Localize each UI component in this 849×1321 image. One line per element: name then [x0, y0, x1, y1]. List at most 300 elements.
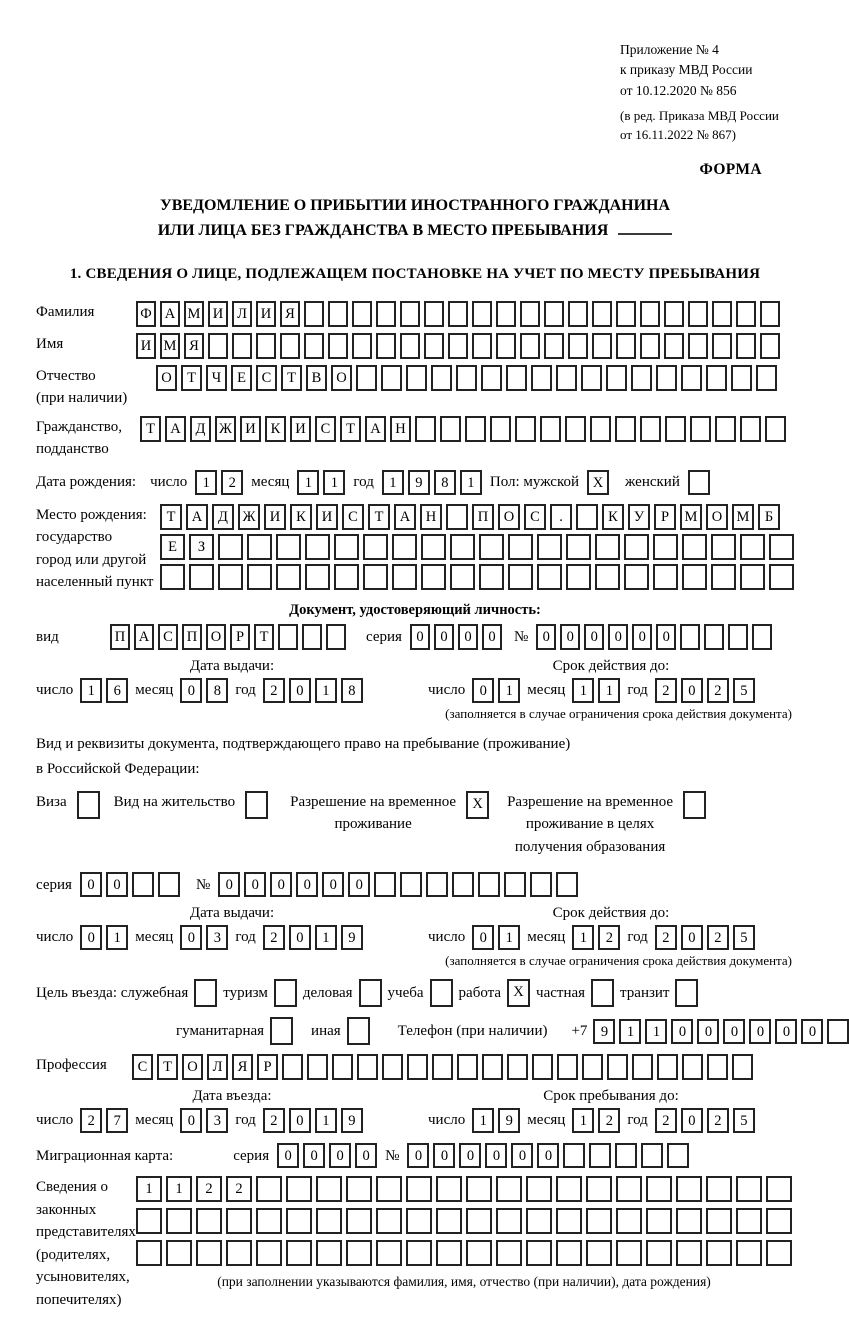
form-cell[interactable]: 0 — [560, 624, 580, 650]
form-cell[interactable]: Н — [420, 504, 442, 530]
form-cell[interactable] — [448, 301, 468, 327]
form-cell[interactable]: 0 — [244, 872, 266, 897]
form-cell[interactable]: О — [498, 504, 520, 530]
form-cell[interactable]: Н — [390, 416, 411, 442]
form-cell[interactable]: 1 — [106, 925, 128, 950]
form-cell[interactable] — [675, 979, 698, 1007]
purpose-sluzhebnaya-checkbox[interactable] — [194, 979, 217, 1007]
form-cell[interactable] — [615, 1143, 637, 1168]
form-cell[interactable]: X — [587, 470, 609, 495]
form-cell[interactable] — [680, 624, 700, 650]
form-cell[interactable] — [586, 1208, 612, 1234]
purpose-business-checkbox[interactable] — [359, 979, 382, 1007]
form-cell[interactable] — [736, 333, 756, 359]
form-cell[interactable] — [158, 872, 180, 897]
doc-valid-year-cells[interactable] — [655, 678, 755, 703]
form-cell[interactable]: П — [182, 624, 202, 650]
form-cell[interactable] — [448, 333, 468, 359]
form-cell[interactable] — [520, 333, 540, 359]
purpose-study-checkbox[interactable] — [430, 979, 453, 1007]
form-cell[interactable] — [376, 1208, 402, 1234]
form-cell[interactable] — [256, 1240, 282, 1266]
form-cell[interactable] — [740, 564, 765, 590]
form-cell[interactable] — [302, 624, 322, 650]
form-cell[interactable]: 5 — [733, 678, 755, 703]
form-cell[interactable] — [334, 564, 359, 590]
form-cell[interactable]: 0 — [472, 678, 494, 703]
form-cell[interactable] — [376, 301, 396, 327]
form-cell[interactable] — [736, 1240, 762, 1266]
form-cell[interactable] — [664, 333, 684, 359]
form-cell[interactable]: 2 — [196, 1176, 222, 1202]
form-cell[interactable]: 0 — [584, 624, 604, 650]
form-cell[interactable] — [556, 1240, 582, 1266]
form-cell[interactable] — [452, 872, 474, 897]
form-cell[interactable] — [656, 365, 677, 391]
purpose-work-checkbox[interactable] — [507, 979, 530, 1007]
doc-valid-day-cells[interactable] — [472, 678, 520, 703]
form-cell[interactable] — [531, 365, 552, 391]
form-cell[interactable] — [376, 1240, 402, 1266]
form-cell[interactable]: 0 — [608, 624, 628, 650]
form-cell[interactable]: 0 — [656, 624, 676, 650]
form-cell[interactable] — [526, 1240, 552, 1266]
form-cell[interactable] — [740, 534, 765, 560]
citizenship-cells[interactable] — [140, 416, 786, 442]
form-cell[interactable] — [270, 1017, 293, 1045]
form-cell[interactable]: 0 — [681, 1108, 703, 1133]
form-cell[interactable] — [688, 301, 708, 327]
form-cell[interactable] — [326, 624, 346, 650]
doc-issue-year-cells[interactable] — [263, 678, 363, 703]
form-cell[interactable] — [646, 1208, 672, 1234]
form-cell[interactable]: 0 — [277, 1143, 299, 1168]
form-cell[interactable]: 0 — [671, 1019, 693, 1044]
form-cell[interactable]: Л — [232, 301, 252, 327]
form-cell[interactable] — [247, 564, 272, 590]
form-cell[interactable] — [706, 1176, 732, 1202]
form-cell[interactable] — [218, 564, 243, 590]
form-cell[interactable]: Т — [181, 365, 202, 391]
form-cell[interactable] — [256, 333, 276, 359]
title-blank-line[interactable] — [618, 221, 672, 235]
representatives-row1-cells[interactable] — [136, 1176, 792, 1202]
form-cell[interactable] — [392, 534, 417, 560]
form-cell[interactable]: 0 — [458, 624, 478, 650]
form-cell[interactable]: 0 — [410, 624, 430, 650]
doc-series-cells[interactable] — [410, 624, 502, 650]
form-cell[interactable]: Д — [212, 504, 234, 530]
form-cell[interactable] — [581, 365, 602, 391]
migration-number-cells[interactable] — [407, 1143, 689, 1168]
form-cell[interactable] — [736, 1176, 762, 1202]
form-cell[interactable] — [328, 333, 348, 359]
form-cell[interactable] — [334, 534, 359, 560]
form-cell[interactable] — [481, 365, 502, 391]
profession-cells[interactable] — [132, 1054, 753, 1080]
form-cell[interactable] — [544, 333, 564, 359]
form-cell[interactable] — [736, 301, 756, 327]
form-cell[interactable] — [436, 1176, 462, 1202]
form-cell[interactable]: И — [240, 416, 261, 442]
form-cell[interactable] — [589, 1143, 611, 1168]
form-cell[interactable] — [189, 564, 214, 590]
form-cell[interactable] — [595, 534, 620, 560]
form-cell[interactable]: И — [264, 504, 286, 530]
form-cell[interactable]: 6 — [106, 678, 128, 703]
form-cell[interactable] — [711, 564, 736, 590]
form-cell[interactable] — [316, 1208, 342, 1234]
form-cell[interactable] — [690, 416, 711, 442]
doc-issue-day-cells[interactable] — [80, 678, 128, 703]
form-cell[interactable] — [208, 333, 228, 359]
form-cell[interactable] — [472, 301, 492, 327]
form-cell[interactable] — [466, 1176, 492, 1202]
form-cell[interactable] — [407, 1054, 428, 1080]
form-cell[interactable] — [706, 1240, 732, 1266]
form-cell[interactable] — [556, 365, 577, 391]
form-cell[interactable]: Т — [340, 416, 361, 442]
form-cell[interactable]: 9 — [593, 1019, 615, 1044]
form-cell[interactable] — [640, 333, 660, 359]
stay-month-cells[interactable] — [572, 1108, 620, 1133]
form-cell[interactable] — [736, 1208, 762, 1234]
form-cell[interactable] — [606, 365, 627, 391]
form-cell[interactable] — [381, 365, 402, 391]
form-cell[interactable]: 1 — [598, 678, 620, 703]
form-cell[interactable]: 0 — [180, 678, 202, 703]
form-cell[interactable]: 2 — [598, 1108, 620, 1133]
permit-issue-day-cells[interactable] — [80, 925, 128, 950]
form-cell[interactable] — [374, 872, 396, 897]
form-cell[interactable]: В — [306, 365, 327, 391]
form-cell[interactable]: М — [680, 504, 702, 530]
form-cell[interactable]: Т — [281, 365, 302, 391]
form-cell[interactable] — [681, 365, 702, 391]
form-cell[interactable] — [504, 872, 526, 897]
form-cell[interactable]: Р — [654, 504, 676, 530]
form-cell[interactable]: С — [524, 504, 546, 530]
form-cell[interactable]: Л — [207, 1054, 228, 1080]
form-cell[interactable] — [752, 624, 772, 650]
form-cell[interactable] — [706, 365, 727, 391]
form-cell[interactable] — [556, 872, 578, 897]
form-cell[interactable]: О — [331, 365, 352, 391]
form-cell[interactable] — [482, 1054, 503, 1080]
form-cell[interactable] — [421, 564, 446, 590]
form-cell[interactable]: 0 — [80, 872, 102, 897]
form-cell[interactable]: О — [206, 624, 226, 650]
form-cell[interactable] — [526, 1176, 552, 1202]
form-cell[interactable]: 1 — [315, 925, 337, 950]
sex-female-checkbox[interactable] — [688, 470, 710, 495]
form-cell[interactable] — [760, 333, 780, 359]
form-cell[interactable] — [520, 301, 540, 327]
form-cell[interactable] — [586, 1176, 612, 1202]
purpose-other-checkbox[interactable] — [347, 1017, 370, 1045]
purpose-transit-checkbox[interactable] — [675, 979, 698, 1007]
form-cell[interactable]: Я — [184, 333, 204, 359]
form-cell[interactable]: Т — [254, 624, 274, 650]
form-cell[interactable] — [532, 1054, 553, 1080]
form-cell[interactable] — [557, 1054, 578, 1080]
form-cell[interactable] — [479, 534, 504, 560]
form-cell[interactable] — [740, 416, 761, 442]
form-cell[interactable]: 0 — [289, 925, 311, 950]
form-cell[interactable]: 1 — [136, 1176, 162, 1202]
form-cell[interactable] — [537, 534, 562, 560]
form-cell[interactable] — [496, 1208, 522, 1234]
form-cell[interactable]: 1 — [315, 678, 337, 703]
form-cell[interactable]: 0 — [355, 1143, 377, 1168]
form-cell[interactable] — [508, 564, 533, 590]
form-cell[interactable] — [247, 534, 272, 560]
stay-year-cells[interactable] — [655, 1108, 755, 1133]
form-cell[interactable] — [515, 416, 536, 442]
form-cell[interactable] — [472, 333, 492, 359]
form-cell[interactable]: 0 — [289, 1108, 311, 1133]
form-cell[interactable]: 5 — [733, 1108, 755, 1133]
form-cell[interactable] — [530, 872, 552, 897]
form-cell[interactable]: 2 — [221, 470, 243, 495]
form-cell[interactable] — [827, 1019, 849, 1044]
form-cell[interactable] — [615, 416, 636, 442]
form-cell[interactable]: 1 — [80, 678, 102, 703]
form-cell[interactable]: Т — [157, 1054, 178, 1080]
form-cell[interactable] — [566, 534, 591, 560]
form-cell[interactable] — [688, 333, 708, 359]
form-cell[interactable] — [756, 365, 777, 391]
form-cell[interactable] — [640, 416, 661, 442]
form-cell[interactable] — [568, 301, 588, 327]
form-cell[interactable] — [704, 624, 724, 650]
form-cell[interactable] — [286, 1240, 312, 1266]
form-cell[interactable] — [346, 1240, 372, 1266]
form-cell[interactable] — [712, 301, 732, 327]
form-cell[interactable] — [276, 534, 301, 560]
temp-residence-checkbox[interactable] — [466, 791, 489, 819]
form-cell[interactable] — [194, 979, 217, 1007]
form-cell[interactable] — [245, 791, 268, 819]
form-cell[interactable]: X — [466, 791, 489, 819]
form-cell[interactable]: К — [602, 504, 624, 530]
form-cell[interactable] — [421, 534, 446, 560]
entry-year-cells[interactable] — [263, 1108, 363, 1133]
form-cell[interactable]: 2 — [707, 678, 729, 703]
form-cell[interactable] — [632, 1054, 653, 1080]
form-cell[interactable] — [304, 301, 324, 327]
form-cell[interactable]: 8 — [206, 678, 228, 703]
form-cell[interactable] — [328, 301, 348, 327]
form-cell[interactable]: Я — [280, 301, 300, 327]
form-cell[interactable]: 0 — [270, 872, 292, 897]
form-cell[interactable] — [556, 1176, 582, 1202]
form-cell[interactable] — [624, 564, 649, 590]
form-cell[interactable] — [586, 1240, 612, 1266]
form-cell[interactable]: О — [182, 1054, 203, 1080]
form-cell[interactable]: Д — [190, 416, 211, 442]
form-cell[interactable]: 0 — [681, 678, 703, 703]
migration-series-cells[interactable] — [277, 1143, 377, 1168]
form-cell[interactable] — [166, 1240, 192, 1266]
form-cell[interactable] — [307, 1054, 328, 1080]
form-cell[interactable] — [424, 333, 444, 359]
form-cell[interactable] — [496, 1240, 522, 1266]
form-cell[interactable]: 0 — [296, 872, 318, 897]
form-cell[interactable]: 8 — [434, 470, 456, 495]
form-cell[interactable]: 0 — [322, 872, 344, 897]
form-cell[interactable] — [508, 534, 533, 560]
sex-male-checkbox[interactable] — [587, 470, 609, 495]
form-cell[interactable]: 0 — [485, 1143, 507, 1168]
entry-day-cells[interactable] — [80, 1108, 128, 1133]
form-cell[interactable]: С — [158, 624, 178, 650]
form-cell[interactable] — [526, 1208, 552, 1234]
form-cell[interactable] — [406, 1176, 432, 1202]
permit-issue-year-cells[interactable] — [263, 925, 363, 950]
form-cell[interactable]: 0 — [180, 925, 202, 950]
form-cell[interactable]: 0 — [723, 1019, 745, 1044]
form-cell[interactable]: 0 — [632, 624, 652, 650]
form-cell[interactable] — [667, 1143, 689, 1168]
form-cell[interactable] — [676, 1208, 702, 1234]
form-cell[interactable]: И — [208, 301, 228, 327]
doc-issue-month-cells[interactable] — [180, 678, 228, 703]
form-cell[interactable] — [466, 1240, 492, 1266]
form-cell[interactable] — [316, 1240, 342, 1266]
form-cell[interactable]: С — [132, 1054, 153, 1080]
form-cell[interactable] — [457, 1054, 478, 1080]
form-cell[interactable] — [496, 301, 516, 327]
birthplace-row3-cells[interactable] — [160, 564, 794, 590]
form-cell[interactable]: Т — [160, 504, 182, 530]
form-cell[interactable]: М — [160, 333, 180, 359]
form-cell[interactable] — [653, 564, 678, 590]
form-cell[interactable]: 2 — [707, 1108, 729, 1133]
form-cell[interactable]: 9 — [341, 925, 363, 950]
form-cell[interactable]: А — [165, 416, 186, 442]
form-cell[interactable] — [276, 564, 301, 590]
doc-valid-month-cells[interactable] — [572, 678, 620, 703]
form-cell[interactable]: 0 — [289, 678, 311, 703]
form-cell[interactable] — [166, 1208, 192, 1234]
form-cell[interactable]: 2 — [226, 1176, 252, 1202]
form-cell[interactable]: И — [136, 333, 156, 359]
form-cell[interactable] — [676, 1176, 702, 1202]
form-cell[interactable] — [712, 333, 732, 359]
form-cell[interactable] — [406, 1240, 432, 1266]
form-cell[interactable]: 1 — [498, 925, 520, 950]
form-cell[interactable] — [765, 416, 786, 442]
form-cell[interactable]: 0 — [537, 1143, 559, 1168]
form-cell[interactable]: 0 — [218, 872, 240, 897]
form-cell[interactable] — [731, 365, 752, 391]
form-cell[interactable]: X — [507, 979, 530, 1007]
form-cell[interactable] — [218, 534, 243, 560]
form-cell[interactable] — [682, 534, 707, 560]
form-cell[interactable]: 0 — [801, 1019, 823, 1044]
form-cell[interactable]: О — [706, 504, 728, 530]
form-cell[interactable] — [676, 1240, 702, 1266]
form-cell[interactable]: К — [290, 504, 312, 530]
permit-issue-month-cells[interactable] — [180, 925, 228, 950]
form-cell[interactable]: 0 — [433, 1143, 455, 1168]
form-cell[interactable] — [400, 301, 420, 327]
form-cell[interactable] — [653, 534, 678, 560]
form-cell[interactable] — [376, 333, 396, 359]
form-cell[interactable] — [592, 333, 612, 359]
form-cell[interactable]: Т — [140, 416, 161, 442]
form-cell[interactable]: 0 — [511, 1143, 533, 1168]
form-cell[interactable] — [304, 333, 324, 359]
form-cell[interactable]: Ф — [136, 301, 156, 327]
form-cell[interactable] — [490, 416, 511, 442]
form-cell[interactable] — [282, 1054, 303, 1080]
form-cell[interactable]: А — [186, 504, 208, 530]
form-cell[interactable] — [728, 624, 748, 650]
form-cell[interactable] — [556, 1208, 582, 1234]
form-cell[interactable]: 0 — [536, 624, 556, 650]
form-cell[interactable] — [711, 534, 736, 560]
form-cell[interactable] — [77, 791, 100, 819]
form-cell[interactable]: З — [189, 534, 214, 560]
form-cell[interactable] — [646, 1240, 672, 1266]
form-cell[interactable] — [363, 564, 388, 590]
form-cell[interactable] — [496, 333, 516, 359]
form-cell[interactable] — [760, 301, 780, 327]
form-cell[interactable]: И — [256, 301, 276, 327]
form-cell[interactable]: Т — [368, 504, 390, 530]
form-cell[interactable] — [430, 979, 453, 1007]
form-cell[interactable] — [305, 564, 330, 590]
form-cell[interactable] — [256, 1208, 282, 1234]
form-cell[interactable] — [356, 365, 377, 391]
form-cell[interactable] — [426, 872, 448, 897]
form-cell[interactable] — [592, 301, 612, 327]
form-cell[interactable] — [382, 1054, 403, 1080]
form-cell[interactable]: 0 — [407, 1143, 429, 1168]
form-cell[interactable]: 1 — [323, 470, 345, 495]
form-cell[interactable]: 0 — [348, 872, 370, 897]
form-cell[interactable]: М — [732, 504, 754, 530]
name-cells[interactable] — [136, 333, 780, 359]
form-cell[interactable]: С — [315, 416, 336, 442]
form-cell[interactable]: 0 — [434, 624, 454, 650]
form-cell[interactable] — [566, 564, 591, 590]
form-cell[interactable] — [607, 1054, 628, 1080]
form-cell[interactable]: 1 — [619, 1019, 641, 1044]
form-cell[interactable]: Ж — [238, 504, 260, 530]
form-cell[interactable] — [286, 1208, 312, 1234]
form-cell[interactable] — [400, 872, 422, 897]
form-cell[interactable] — [507, 1054, 528, 1080]
form-cell[interactable] — [357, 1054, 378, 1080]
form-cell[interactable]: 8 — [341, 678, 363, 703]
form-cell[interactable]: 2 — [655, 1108, 677, 1133]
form-cell[interactable]: 0 — [303, 1143, 325, 1168]
stay-day-cells[interactable] — [472, 1108, 520, 1133]
form-cell[interactable] — [436, 1240, 462, 1266]
form-cell[interactable] — [400, 333, 420, 359]
form-cell[interactable] — [769, 534, 794, 560]
form-cell[interactable] — [631, 365, 652, 391]
form-cell[interactable] — [683, 791, 706, 819]
form-cell[interactable] — [363, 534, 388, 560]
form-cell[interactable]: Ж — [215, 416, 236, 442]
form-cell[interactable]: Ч — [206, 365, 227, 391]
permit-valid-year-cells[interactable] — [655, 925, 755, 950]
form-cell[interactable] — [537, 564, 562, 590]
